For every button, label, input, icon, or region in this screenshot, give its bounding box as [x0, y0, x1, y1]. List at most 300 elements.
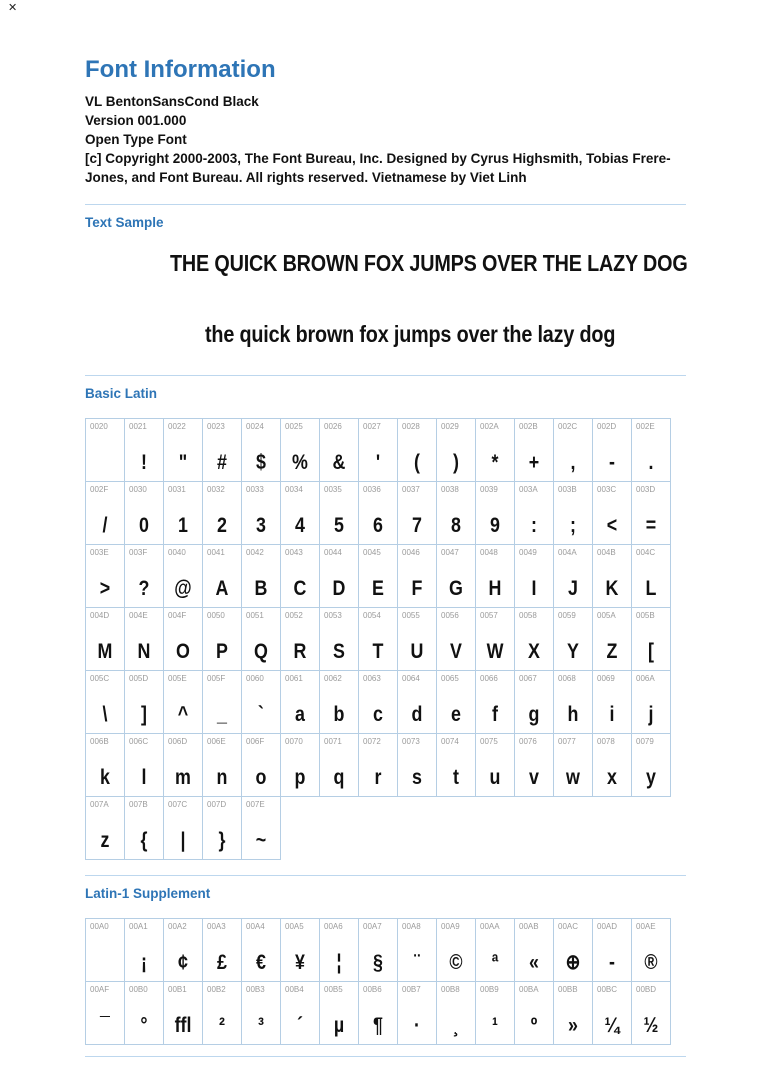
codepoint-label: 0039 [480, 485, 498, 494]
codepoint-label: 0063 [363, 674, 381, 683]
glyph-cell [358, 481, 398, 545]
glyph-cell [514, 607, 554, 671]
codepoint-label: 0038 [441, 485, 459, 494]
codepoint-label: 004B [597, 548, 616, 557]
codepoint-label: 00B1 [168, 985, 187, 994]
codepoint-label: 00AD [597, 922, 618, 931]
glyph-cell [202, 733, 242, 797]
codepoint-label: 0020 [90, 422, 108, 431]
codepoint-label: 0047 [441, 548, 459, 557]
glyph-sample: ³ [258, 1014, 264, 1037]
codepoint-label: 00A1 [129, 922, 148, 931]
codepoint-label: 0025 [285, 422, 303, 431]
codepoint-label: 004D [90, 611, 110, 620]
codepoint-label: 005A [597, 611, 616, 620]
glyph-sample: £ [217, 951, 227, 974]
glyph-cell [553, 981, 593, 1045]
codepoint-label: 00BB [558, 985, 578, 994]
glyph-sample: K [605, 577, 619, 600]
glyph-cell [436, 481, 476, 545]
codepoint-label: 006B [90, 737, 109, 746]
glyph-sample: § [373, 951, 383, 974]
glyph-cell [163, 981, 203, 1045]
codepoint-label: 004A [558, 548, 577, 557]
glyph-cell [397, 607, 437, 671]
glyph-sample: T [372, 640, 384, 663]
glyph-cell [202, 670, 242, 734]
glyph-sample: y [646, 766, 656, 789]
glyph-cell [475, 981, 515, 1045]
glyph-cell [397, 670, 437, 734]
glyph-sample: G [449, 577, 463, 600]
codepoint-label: 00A8 [402, 922, 421, 931]
glyph-row [85, 481, 686, 545]
glyph-sample: U [410, 640, 424, 663]
codepoint-label: 0077 [558, 737, 576, 746]
codepoint-label: 0065 [441, 674, 459, 683]
codepoint-label: 0067 [519, 674, 537, 683]
codepoint-label: 00A2 [168, 922, 187, 931]
glyph-sample: 4 [295, 514, 305, 537]
glyph-cell [163, 918, 203, 982]
glyph-sample: 6 [373, 514, 383, 537]
glyph-sample: E [372, 577, 384, 600]
codepoint-label: 0073 [402, 737, 420, 746]
glyph-cell [280, 418, 320, 482]
glyph-cell [631, 544, 671, 608]
codepoint-label: 0032 [207, 485, 225, 494]
codepoint-label: 00B3 [246, 985, 265, 994]
glyph-cell [85, 796, 125, 860]
codepoint-label: 002C [558, 422, 578, 431]
codepoint-label: 0070 [285, 737, 303, 746]
glyph-sample: g [528, 703, 540, 726]
codepoint-label: 003B [558, 485, 577, 494]
glyph-cell [358, 733, 398, 797]
glyph-cell [436, 670, 476, 734]
codepoint-label: 00B6 [363, 985, 382, 994]
glyph-sample: w [566, 766, 580, 789]
glyph-sample: ] [141, 703, 147, 726]
glyph-cell [124, 670, 164, 734]
codepoint-label: 002E [636, 422, 655, 431]
glyph-sample: © [449, 951, 463, 974]
glyph-cell [475, 670, 515, 734]
glyph-sample: v [529, 766, 539, 789]
glyph-cell [397, 918, 437, 982]
codepoint-label: 0029 [441, 422, 459, 431]
codepoint-label: 004C [636, 548, 656, 557]
glyph-row [85, 418, 686, 482]
glyph-cell [397, 544, 437, 608]
glyph-cell [514, 733, 554, 797]
glyph-sample: d [411, 703, 423, 726]
glyph-sample: º [530, 1014, 538, 1037]
glyph-sample: c [373, 703, 383, 726]
glyph-sample: ´ [297, 1014, 303, 1037]
codepoint-label: 003D [636, 485, 656, 494]
codepoint-label: 0068 [558, 674, 576, 683]
glyph-sample: ² [219, 1014, 225, 1037]
glyph-cell [475, 733, 515, 797]
codepoint-label: 0051 [246, 611, 264, 620]
codepoint-label: 003A [519, 485, 538, 494]
glyph-sample: ¯ [100, 1014, 110, 1037]
glyph-cell [553, 418, 593, 482]
glyph-cell [85, 981, 125, 1045]
glyph-cell [241, 607, 281, 671]
glyph-sample: J [568, 577, 578, 600]
codepoint-label: 0046 [402, 548, 420, 557]
glyph-cell [241, 918, 281, 982]
glyph-sample: 1 [178, 514, 188, 537]
codepoint-label: 0076 [519, 737, 537, 746]
glyph-cell [436, 918, 476, 982]
codepoint-label: 002F [90, 485, 109, 494]
codepoint-label: 0026 [324, 422, 342, 431]
glyph-cell [436, 418, 476, 482]
glyph-sample: * [491, 451, 499, 474]
codepoint-label: 0037 [402, 485, 420, 494]
glyph-cell [592, 981, 632, 1045]
glyph-sample: ¥ [295, 951, 305, 974]
glyph-sample: C [293, 577, 307, 600]
glyph-cell [280, 544, 320, 608]
glyph-sample: @ [174, 577, 192, 600]
codepoint-label: 007A [90, 800, 109, 809]
glyph-sample: b [333, 703, 345, 726]
section-divider [85, 1056, 686, 1057]
glyph-sample: M [97, 640, 113, 663]
sample-lowercase [85, 321, 686, 348]
glyph-cell [280, 670, 320, 734]
glyph-sample: L [645, 577, 657, 600]
codepoint-label: 0069 [597, 674, 615, 683]
codepoint-label: 0031 [168, 485, 186, 494]
glyph-sample: - [609, 951, 615, 974]
glyph-cell [631, 418, 671, 482]
codepoint-label: 00B5 [324, 985, 343, 994]
glyph-sample: « [529, 951, 539, 974]
glyph-cell [475, 918, 515, 982]
glyph-sample: ¼ [604, 1014, 620, 1037]
glyph-sample: ° [140, 1014, 148, 1037]
glyph-cell [475, 607, 515, 671]
codepoint-label: 006E [207, 737, 226, 746]
glyph-cell [592, 607, 632, 671]
codepoint-label: 0045 [363, 548, 381, 557]
glyph-cell [631, 481, 671, 545]
glyph-cell [553, 918, 593, 982]
glyph-sample: 5 [334, 514, 344, 537]
document-content [85, 56, 686, 1057]
codepoint-label: 0054 [363, 611, 381, 620]
glyph-cell [124, 918, 164, 982]
codepoint-label: 003C [597, 485, 617, 494]
font-type-line: Open Type Font [85, 132, 187, 147]
glyph-sample: q [333, 766, 345, 789]
glyph-sample: 7 [412, 514, 422, 537]
glyph-cell [163, 607, 203, 671]
codepoint-label: 0044 [324, 548, 342, 557]
glyph-cell [202, 918, 242, 982]
codepoint-label: 005D [129, 674, 149, 683]
glyph-cell [124, 607, 164, 671]
glyph-sample: u [489, 766, 501, 789]
codepoint-label: 0053 [324, 611, 342, 620]
glyph-cell [553, 544, 593, 608]
glyph-cell [436, 981, 476, 1045]
glyph-cell [397, 981, 437, 1045]
codepoint-label: 00AC [558, 922, 579, 931]
glyph-cell [202, 981, 242, 1045]
sample-uppercase-text: THE QUICK BROWN FOX JUMPS OVER THE LAZY DOG [170, 250, 688, 276]
glyph-cell [319, 481, 359, 545]
codepoint-label: 00A6 [324, 922, 343, 931]
glyph-cell [592, 733, 632, 797]
codepoint-label: 00AA [480, 922, 500, 931]
codepoint-label: 005E [168, 674, 187, 683]
codepoint-label: 007E [246, 800, 265, 809]
glyph-sample: } [218, 829, 226, 852]
codepoint-label: 0057 [480, 611, 498, 620]
glyph-cell [124, 481, 164, 545]
glyph-sample: ¸ [453, 1014, 459, 1037]
codepoint-label: 0061 [285, 674, 303, 683]
codepoint-label: 0021 [129, 422, 147, 431]
glyph-sample: ) [453, 451, 459, 474]
glyph-cell [85, 918, 125, 982]
codepoint-label: 0078 [597, 737, 615, 746]
glyph-cell [280, 918, 320, 982]
codepoint-label: 007B [129, 800, 148, 809]
glyph-sample: F [411, 577, 423, 600]
glyph-sample: + [528, 451, 540, 474]
glyph-cell [163, 544, 203, 608]
glyph-sample: % [292, 451, 308, 474]
font-copyright-line: [c] Copyright 2000-2003, The Font Bureau, Inc. Designed by Cyrus Highsmith, Tobias Frere-Jones, and Font Bureau. All rights reserved. Vietnamese by Viet Linh [85, 151, 671, 185]
glyph-sample: ª [491, 951, 499, 974]
basic-latin-grid [85, 418, 686, 860]
glyph-sample: Y [567, 640, 579, 663]
glyph-sample: i [609, 703, 615, 726]
codepoint-label: 0036 [363, 485, 381, 494]
glyph-sample: / [102, 514, 108, 537]
glyph-cell [358, 607, 398, 671]
codepoint-label: 007C [168, 800, 188, 809]
glyph-sample: B [254, 577, 268, 600]
glyph-sample: s [412, 766, 422, 789]
glyph-sample: z [100, 829, 110, 852]
glyph-cell [436, 607, 476, 671]
codepoint-label: 005C [90, 674, 110, 683]
glyph-cell [85, 607, 125, 671]
glyph-cell [124, 418, 164, 482]
glyph-cell [553, 607, 593, 671]
glyph-cell [85, 733, 125, 797]
glyph-row [85, 733, 686, 797]
glyph-cell [241, 670, 281, 734]
glyph-cell [241, 796, 281, 860]
codepoint-label: 00AE [636, 922, 656, 931]
glyph-cell [280, 733, 320, 797]
glyph-sample: € [256, 951, 266, 974]
glyph-cell [514, 918, 554, 982]
glyph-row [85, 544, 686, 608]
glyph-cell [241, 418, 281, 482]
glyph-sample: x [607, 766, 617, 789]
codepoint-label: 00B4 [285, 985, 304, 994]
glyph-cell [85, 670, 125, 734]
glyph-cell [319, 607, 359, 671]
codepoint-label: 0030 [129, 485, 147, 494]
glyph-cell [241, 544, 281, 608]
glyph-sample: ⊕ [565, 951, 581, 974]
text-sample-heading: Text Sample [85, 215, 164, 230]
codepoint-label: 003F [129, 548, 148, 557]
codepoint-label: 0064 [402, 674, 420, 683]
glyph-sample: O [176, 640, 190, 663]
codepoint-label: 0075 [480, 737, 498, 746]
glyph-sample: ½ [643, 1014, 659, 1037]
codepoint-label: 004E [129, 611, 148, 620]
latin1-supplement-heading: Latin-1 Supplement [85, 886, 211, 901]
glyph-sample: l [141, 766, 147, 789]
glyph-cell [319, 918, 359, 982]
glyph-sample: ^ [177, 703, 189, 726]
glyph-sample: W [486, 640, 504, 663]
codepoint-label: 0034 [285, 485, 303, 494]
codepoint-label: 0033 [246, 485, 264, 494]
glyph-sample: . [648, 451, 654, 474]
glyph-cell [436, 544, 476, 608]
codepoint-label: 00B2 [207, 985, 226, 994]
glyph-cell [319, 670, 359, 734]
codepoint-label: 00A0 [90, 922, 109, 931]
glyph-sample: ¹ [492, 1014, 498, 1037]
glyph-cell [358, 981, 398, 1045]
glyph-sample: Q [254, 640, 268, 663]
glyph-cell [397, 418, 437, 482]
glyph-sample: ( [414, 451, 420, 474]
glyph-sample: X [528, 640, 540, 663]
codepoint-label: 0052 [285, 611, 303, 620]
codepoint-label: 00B8 [441, 985, 460, 994]
glyph-sample: ? [138, 577, 150, 600]
glyph-sample: k [100, 766, 110, 789]
glyph-sample: | [180, 829, 186, 852]
codepoint-label: 00A7 [363, 922, 382, 931]
codepoint-label: 0079 [636, 737, 654, 746]
glyph-cell [85, 418, 125, 482]
glyph-cell [163, 670, 203, 734]
page-title: Font Information [85, 56, 276, 83]
sample-uppercase [85, 250, 686, 277]
glyph-cell [163, 481, 203, 545]
glyph-cell [631, 733, 671, 797]
glyph-cell [514, 981, 554, 1045]
glyph-cell [202, 418, 242, 482]
glyph-sample: ¡ [141, 951, 147, 974]
glyph-sample: ¦ [336, 951, 342, 974]
glyph-cell [553, 670, 593, 734]
codepoint-label: 0060 [246, 674, 264, 683]
codepoint-label: 002D [597, 422, 617, 431]
glyph-cell [241, 481, 281, 545]
glyph-sample: [ [648, 640, 654, 663]
glyph-cell [553, 733, 593, 797]
glyph-sample: e [451, 703, 461, 726]
codepoint-label: 005B [636, 611, 655, 620]
glyph-sample: a [295, 703, 305, 726]
glyph-sample: · [414, 1014, 420, 1037]
codepoint-label: 00B7 [402, 985, 421, 994]
glyph-cell [124, 733, 164, 797]
codepoint-label: 00A4 [246, 922, 265, 931]
glyph-cell [241, 733, 281, 797]
glyph-cell [280, 481, 320, 545]
glyph-sample: r [374, 766, 382, 789]
codepoint-label: 00BD [636, 985, 657, 994]
codepoint-label: 00BA [519, 985, 539, 994]
codepoint-label: 00A9 [441, 922, 460, 931]
glyph-cell [553, 481, 593, 545]
glyph-sample: - [609, 451, 615, 474]
glyph-sample: ! [141, 451, 147, 474]
codepoint-label: 004F [168, 611, 187, 620]
glyph-sample: > [99, 577, 111, 600]
codepoint-label: 003E [90, 548, 109, 557]
glyph-cell [592, 481, 632, 545]
glyph-cell [202, 481, 242, 545]
codepoint-label: 0071 [324, 737, 342, 746]
glyph-row [85, 670, 686, 734]
glyph-sample: j [648, 703, 654, 726]
glyph-cell [358, 544, 398, 608]
glyph-sample: » [568, 1014, 578, 1037]
glyph-sample: ; [570, 514, 576, 537]
glyph-row [85, 918, 686, 982]
section-divider [85, 875, 686, 876]
glyph-sample: Z [606, 640, 618, 663]
glyph-cell [163, 418, 203, 482]
font-name-line: VL BentonSansCond Black [85, 94, 259, 109]
glyph-sample: H [488, 577, 502, 600]
codepoint-label: 0049 [519, 548, 537, 557]
codepoint-label: 00A5 [285, 922, 304, 931]
font-version-line: Version 001.000 [85, 113, 187, 128]
glyph-cell [514, 481, 554, 545]
glyph-cell [358, 918, 398, 982]
glyph-sample: $ [256, 451, 266, 474]
latin1-supplement-grid [85, 918, 686, 1045]
glyph-cell [631, 918, 671, 982]
glyph-cell [202, 796, 242, 860]
glyph-cell [475, 418, 515, 482]
section-divider [85, 204, 686, 205]
glyph-sample: N [137, 640, 151, 663]
glyph-cell [436, 733, 476, 797]
glyph-sample: V [450, 640, 462, 663]
codepoint-label: 0027 [363, 422, 381, 431]
glyph-cell [397, 481, 437, 545]
close-icon[interactable]: ✕ [8, 2, 18, 14]
section-divider [85, 375, 686, 376]
codepoint-label: 0048 [480, 548, 498, 557]
codepoint-label: 006D [168, 737, 188, 746]
glyph-sample: R [293, 640, 307, 663]
glyph-sample: , [570, 451, 576, 474]
